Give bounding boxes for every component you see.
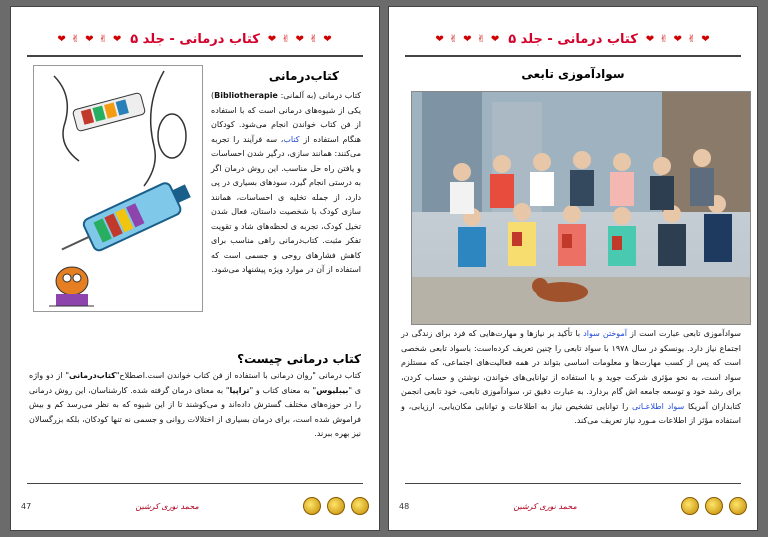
paragraph-text: ، سه فرآیند را تجربه می‌کنند: همانند سازی، درگیر شدن احساسات و یافتن راه حل مناسب. این روش درمان اگر به درستی انجام گیرد، سودهای بسیاری در پی دارد، از جمله تخلیه ی احساسات، همانند سازی کودک با شخصیت داستان، فعال شدن تخیل کودک، تجربه ی لحظه‌های شاد و تقویت تفکر مثبت. کتاب‌درمانی راهی مناسب برای کاهش فشارهای روحی و جسمی است که استفاده از آن در موارد ویژه پیشنهاد می‌شود.	[211, 134, 361, 274]
page-header-banner	[17, 25, 373, 53]
page-48	[388, 6, 758, 531]
section-heading-what-is: کتاب درمانی چیست؟	[237, 352, 361, 366]
medal-icon	[705, 497, 723, 515]
page-number: 48	[399, 501, 410, 511]
keyword-link-learning-literacy[interactable]: آموختن سواد	[583, 329, 627, 338]
medal-icon	[327, 497, 345, 515]
group-people-holding-books-icon	[412, 92, 750, 324]
term-biblios: بیبلیوس	[316, 385, 349, 395]
book-title: کتاب درمانی - جلد ۵	[508, 31, 638, 47]
medal-icon	[351, 497, 369, 515]
paragraph-text: با تأکید بر نیازها و مهارت‌هایی که فرد برای زندگی در اجتماع نیاز دارد. یونسکو در سال ۱۹۷۸ با سواد تابعی را چنین تعریف کرده‌است: باسواد تابعی شخصی است که پس از کسب مهارت‌ها و معلومات اساسی بتواند در همه فعالیت‌های اجتماعی، که مستلزم سواد است، به نحو مؤثری شرکت جوید و با استفاده از توانایی‌های خواندن، نوشتن و حساب کردن، برای رشد خود و توسعه جامعه اش گام بردارد. به عبارت دقیق تر، سوادآموزی تابعی، خود تابعی انجمن کتابداران آمریکا	[401, 329, 741, 411]
term-bibliotherapy: کتاب‌درمانی	[69, 371, 116, 380]
page-footer	[21, 491, 369, 521]
keyword-link-book[interactable]: کتاب	[283, 134, 300, 144]
page-header-banner	[395, 25, 751, 53]
intro-text: کتاب درمانی (به آلمانی:	[277, 91, 361, 100]
bibliotherapy-paragraph-1	[211, 89, 361, 278]
footer-divider	[27, 483, 363, 484]
paragraph-text: " به معنای درمان گرفته شده. کارشناسان، این روش درمانی را در حوزه‌های مختلف گسترش داده‌اند و می‌کوشند تا از این شیوه که به نظر می‌رسد کم و بیش فراموش شده است، برای درمان بسیاری از اختلالات روانی و جسمی نه تنها کودکان، بلکه بزرگسالان نیز بهره ببرند.	[29, 385, 361, 438]
medal-icon	[681, 497, 699, 515]
page-footer	[399, 491, 747, 521]
page-number: 47	[21, 501, 32, 511]
heart-ornament-icon: ❤ ✌ ❤ ✌ ❤	[435, 33, 501, 45]
section-heading-functional-literacy: سوادآموزی تابعی	[521, 67, 625, 81]
header-divider	[405, 55, 741, 57]
what-is-paragraph	[29, 369, 361, 442]
author-signature: محمد نوری کرشین	[513, 501, 577, 511]
page-47	[10, 6, 380, 531]
bibliotherapy-illustration	[33, 65, 203, 312]
paragraph-text: ) یکی از شیوه‌های درمانی است که با استفاده از فن کتاب خواندن انجام می‌شود. کودکان هنگام استفاده از	[211, 91, 362, 144]
term-therapia: تراپیا	[229, 385, 250, 395]
paragraph-text: کتاب درمانی "روان درمانی با استفاده از فن کتاب خواندن است.اصطلاح"	[115, 371, 362, 380]
author-signature: محمد نوری کرشین	[135, 501, 199, 511]
section-heading-bibliotherapy: کتاب‌درمانی	[268, 69, 339, 83]
paragraph-text: " به معنای کتاب و "	[249, 385, 317, 395]
paragraph-text: سوادآموزی تابعی عبارت است از	[626, 329, 741, 338]
group-reading-photo	[411, 91, 751, 325]
functional-literacy-paragraph	[401, 327, 741, 429]
book-title: کتاب درمانی - جلد ۵	[130, 31, 260, 47]
medal-icon	[303, 497, 321, 515]
heart-ornament-icon: ❤ ✌ ❤ ✌ ❤	[645, 33, 711, 45]
paragraph-text: را توانایی تشخیص نیاز به اطلاعات و توانایی مکان‌یابی، ارزیابی، و استفاده مؤثر از اطلاعات مـورد نیاز تعریف می‌کند.	[401, 401, 741, 425]
heart-ornament-icon: ❤ ✌ ❤ ✌ ❤	[57, 33, 123, 45]
medal-group	[303, 497, 369, 515]
syringe-books-drawing-icon	[34, 66, 202, 311]
medal-icon	[729, 497, 747, 515]
paragraph-text: " از دو واژه ی "	[29, 371, 362, 395]
heart-ornament-icon: ❤ ✌ ❤ ✌ ❤	[267, 33, 333, 45]
header-divider	[27, 55, 363, 57]
footer-divider	[405, 483, 741, 484]
german-term: Bibliotherapie	[214, 91, 278, 100]
medal-group	[681, 497, 747, 515]
keyword-link-information-literacy[interactable]: سواد اطلاعـاتی	[632, 401, 685, 411]
